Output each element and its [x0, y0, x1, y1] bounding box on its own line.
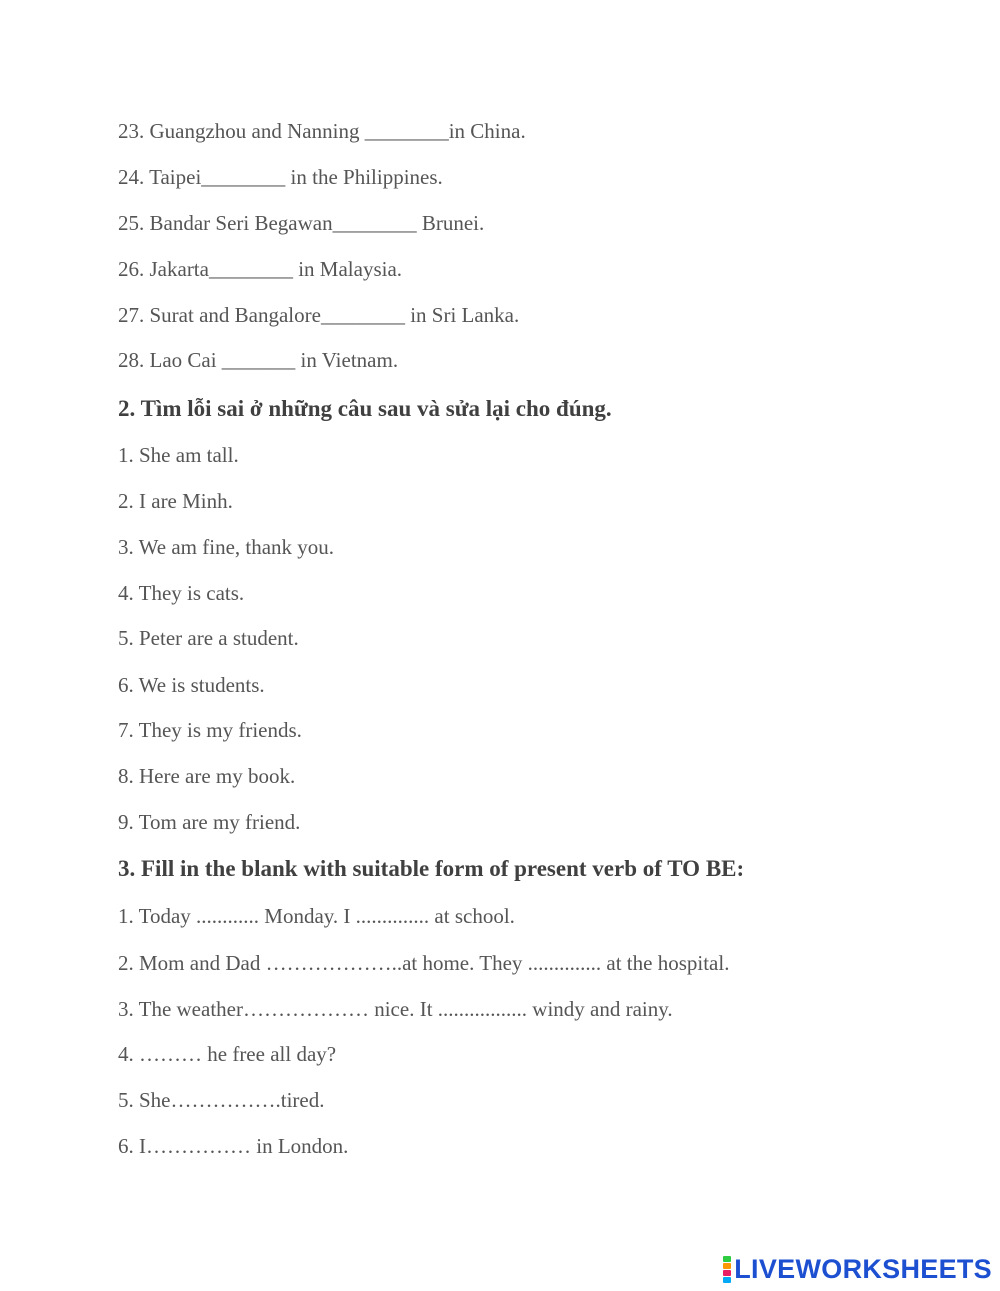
exercise-item: 1. Today ............ Monday. I .............. at school.	[118, 904, 515, 928]
exercise-item: 4. ……… he free all day?	[118, 1042, 337, 1066]
exercise-item: 5. Peter are a student.	[118, 626, 299, 650]
exercise-item: 6. We is students.	[118, 673, 265, 697]
exercise-item: 4. They is cats.	[118, 581, 245, 605]
exercise-item: 2. Mom and Dad ………………..at home. They .............. at the hospital.	[118, 951, 730, 975]
exercise-item: 23. Guangzhou and Nanning ________in China.	[118, 119, 526, 143]
logo-mark-icon	[723, 1256, 731, 1283]
liveworksheets-logo	[723, 1255, 992, 1283]
exercise-item: 26. Jakarta________ in Malaysia.	[118, 257, 403, 281]
exercise-item: 6. I…………… in London.	[118, 1134, 349, 1158]
logo-text: LIVEWORKSHEETS	[734, 1254, 992, 1284]
exercise-item: 3. We am fine, thank you.	[118, 535, 335, 559]
section-2-heading: 2. Tìm lỗi sai ở những câu sau và sửa lại cho đúng.	[118, 396, 612, 421]
exercise-item: 25. Bandar Seri Begawan________ Brunei.	[118, 211, 485, 235]
exercise-item: 1. She am tall.	[118, 443, 239, 467]
exercise-item: 2. I are Minh.	[118, 489, 233, 513]
exercise-item: 9. Tom are my friend.	[118, 810, 301, 834]
exercise-item: 3. The weather……………… nice. It ................. windy and rainy.	[118, 997, 673, 1021]
section-3-heading: 3. Fill in the blank with suitable form of present verb of TO BE:	[118, 856, 745, 881]
exercise-item: 8. Here are my book.	[118, 764, 296, 788]
exercise-item: 27. Surat and Bangalore________ in Sri Lanka.	[118, 303, 520, 327]
exercise-item: 24. Taipei________ in the Philippines.	[118, 165, 443, 189]
exercise-item: 7. They is my friends.	[118, 718, 302, 742]
exercise-item: 5. She…………….tired.	[118, 1088, 325, 1112]
exercise-item: 28. Lao Cai _______ in Vietnam.	[118, 348, 399, 372]
